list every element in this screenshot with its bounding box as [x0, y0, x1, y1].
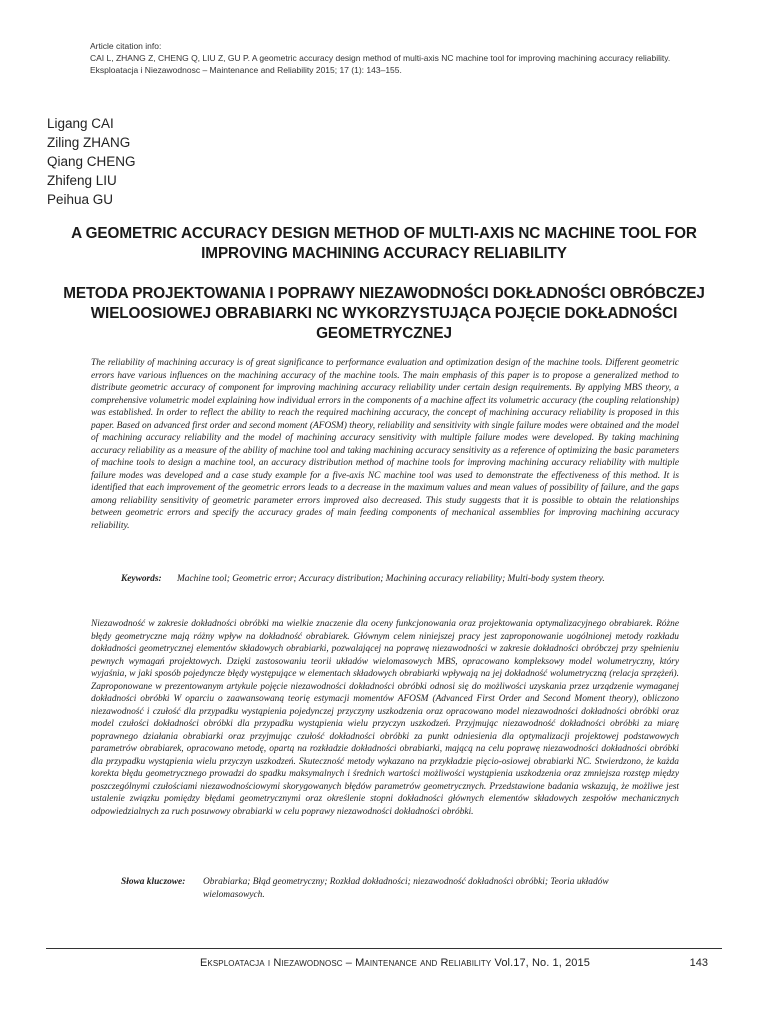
journal-name: Eksploatacja i Niezawodnosc – Maintenance and Reliability [200, 957, 492, 969]
keywords-label-polish: Słowa kluczowe: [121, 877, 186, 887]
author-name: Zhifeng LIU [47, 173, 117, 188]
page-number: 143 [689, 957, 708, 969]
keywords-label: Keywords: [121, 574, 162, 584]
citation-label: Article citation info: [90, 41, 162, 51]
keywords-english [121, 573, 681, 586]
citation-text: CAI L, ZHANG Z, CHENG Q, LIU Z, GU P. A geometric accuracy design method of multi-axis NC machine tool for improving machining accuracy reliability. Eksploatacja i Niezawodnosc – Maintenance and Reliability 2015; 17 (1): 143–155. [90, 53, 671, 75]
keywords-polish [121, 876, 681, 901]
article-citation [90, 40, 690, 76]
keywords-text-polish: Obrabiarka; Błąd geometryczny; Rozkład dokładności; niezawodność dokładności obróbki; Teoria układów wielomasowych. [203, 877, 609, 900]
abstract-polish: Niezawodność w zakresie dokładności obróbki ma wielkie znaczenie dla oceny funkcjonowania oraz projektowania optymalizacyjnego obrabiarek. Różne błędy geometryczne mają różny wpływ na dokładność obrabiarek. Głównym celem niniejszej pracy jest zaproponowanie uogólnionej metody rozkładu dokładności geometrycznej elementów składowych obrabiarki, pozwalającej na poprawę niezawodności w zakresie dokładności obróbczej przy spełnieniu pewnych wymagań projektowych. Dzięki zastosowaniu teorii układów wielomasowych MBS, opracowano kompleksowy model wolumetryczny, który wyjaśnia, w jaki sposób pojedyncze błędy występujące w elementach składowych obrabiarki wpływają na jej dokładność wolumetryczną (relacja sprzężeń). Zaproponowane w prezentowanym artykule pojęcie niezawodności dokładności obróbki odnosi się do możliwości uzyskania przez urządzenie wymaganej dokładności obróbki W oparciu o zaawansowaną teorię estymacji momentów AFOSM (Advanced First Order and Second Moment theory), obliczono niezawodność i czułość dla przypadku wystąpienia pojedynczej przyczyny uszkodzenia oraz opracowano model niezawodności dokładności obróbki oraz model czułości dokładności obróbki dla przypadku wystąpienia wielu przyczyn uszkodzeń. Przyjmując niezawodność dokładności obróbki za miarę poprawnego działania obrabiarki oraz przyjmując czułość dokładności obróbki za punkt odniesienia dla optymalizacji projektowej podstawowych parametrów obrabiarek, opracowano metodę, opartą na rozkładzie dokładności obrabiarki, mającą na celu poprawę niezawodności dokładności obróbki dla przypadku wystąpienia wielu przyczyn uszkodzeń. Skuteczność metody wykazano na przykładzie pięcio-osiowej obrabiarki NC. Stwierdzono, że każda korekta błędu geometrycznego prowadzi do spadku maksymalnych i średnich wartości możliwości wystąpienia uszkodzenia oraz zmniejsza rozstęp między poszczególnymi czułościami niezawodnościowymi skorygowanych błędów parametrów geometrycznych. Przedstawione badania wskazują, że możliwe jest ustalenie związku pomiędzy błędami geometrycznymi oraz określenie stopni dokładności głównych elementów składowych zespołów mechanicznych odpowiedzialnych za ruch posuwowy obrabiarki w celu poprawy niezawodności dokładności obróbki. [91, 619, 679, 817]
article-title-polish: METODA PROJEKTOWANIA I POPRAWY NIEZAWODNOŚCI DOKŁADNOŚCI OBRÓBCZEJ WIELOOSIOWEJ OBRABIARKI NC WYKORZYSTUJĄCA POJĘCIE DOKŁADNOŚCI GEOMETRYCZNEJ [63, 285, 705, 342]
author-name: Ligang CAI [47, 116, 114, 131]
abstract-english: The reliability of machining accuracy is of great significance to performance evaluation and optimization design of the machine tools. Different geometric errors have various influences on the machining accuracy of the machine tools. The main emphasis of this paper is to propose a generalized method to distribute geometric accuracy of component for improving machining accuracy reliability under certain design requirements. By applying MBS theory, a comprehensive volumetric model explaining how individual errors in the components of a machine affect its volumetric accuracy (the coupling relationship) was established. In order to reflect the ability to reach the required machining accuracy, the concept of machining accuracy reliability is proposed in this paper. Based on advanced first order and second moment (AFOSM) theory, reliability and sensitivity with single failure modes were obtained and the model of machining accuracy reliability and the model of machining accuracy sensitivity with multiple failure modes were developed. By taking machining accuracy reliability as a measure of the ability of machine tool and taking machining accuracy sensitivity as a reference of optimizing the basic parameters of machine tools to design a machine tool, an accuracy distribution method of machine tools for improving machining accuracy reliability with multiple failure modes was developed and a case study example for a five-axis NC machine tool was used to demonstrate the effectiveness of this method. It is identified that each improvement of the geometric errors leads to a decrease in the maximum values and mean values of possibility of failure, and the gaps among reliability sensitivity of geometric parameter errors improved also decreased. This study suggests that it is possible to obtain the relationships between geometric errors and specify the accuracy grades of main feeding components of mechanical assemblies for improving machining accuracy reliability. [91, 358, 679, 531]
author-list [47, 114, 136, 209]
article-title-english: A GEOMETRIC ACCURACY DESIGN METHOD OF MULTI-AXIS NC MACHINE TOOL FOR IMPROVING MACHINING ACCURACY RELIABILITY [71, 225, 697, 262]
author-name: Ziling ZHANG [47, 135, 131, 150]
footer-divider [46, 948, 722, 949]
author-name: Peihua GU [47, 192, 114, 207]
keywords-text: Machine tool; Geometric error; Accuracy distribution; Machining accuracy reliability; Multi-body system theory. [177, 574, 605, 584]
journal-issue: Vol.17, No. 1, 2015 [494, 957, 590, 969]
author-name: Qiang CHENG [47, 154, 136, 169]
journal-footer [200, 957, 590, 969]
